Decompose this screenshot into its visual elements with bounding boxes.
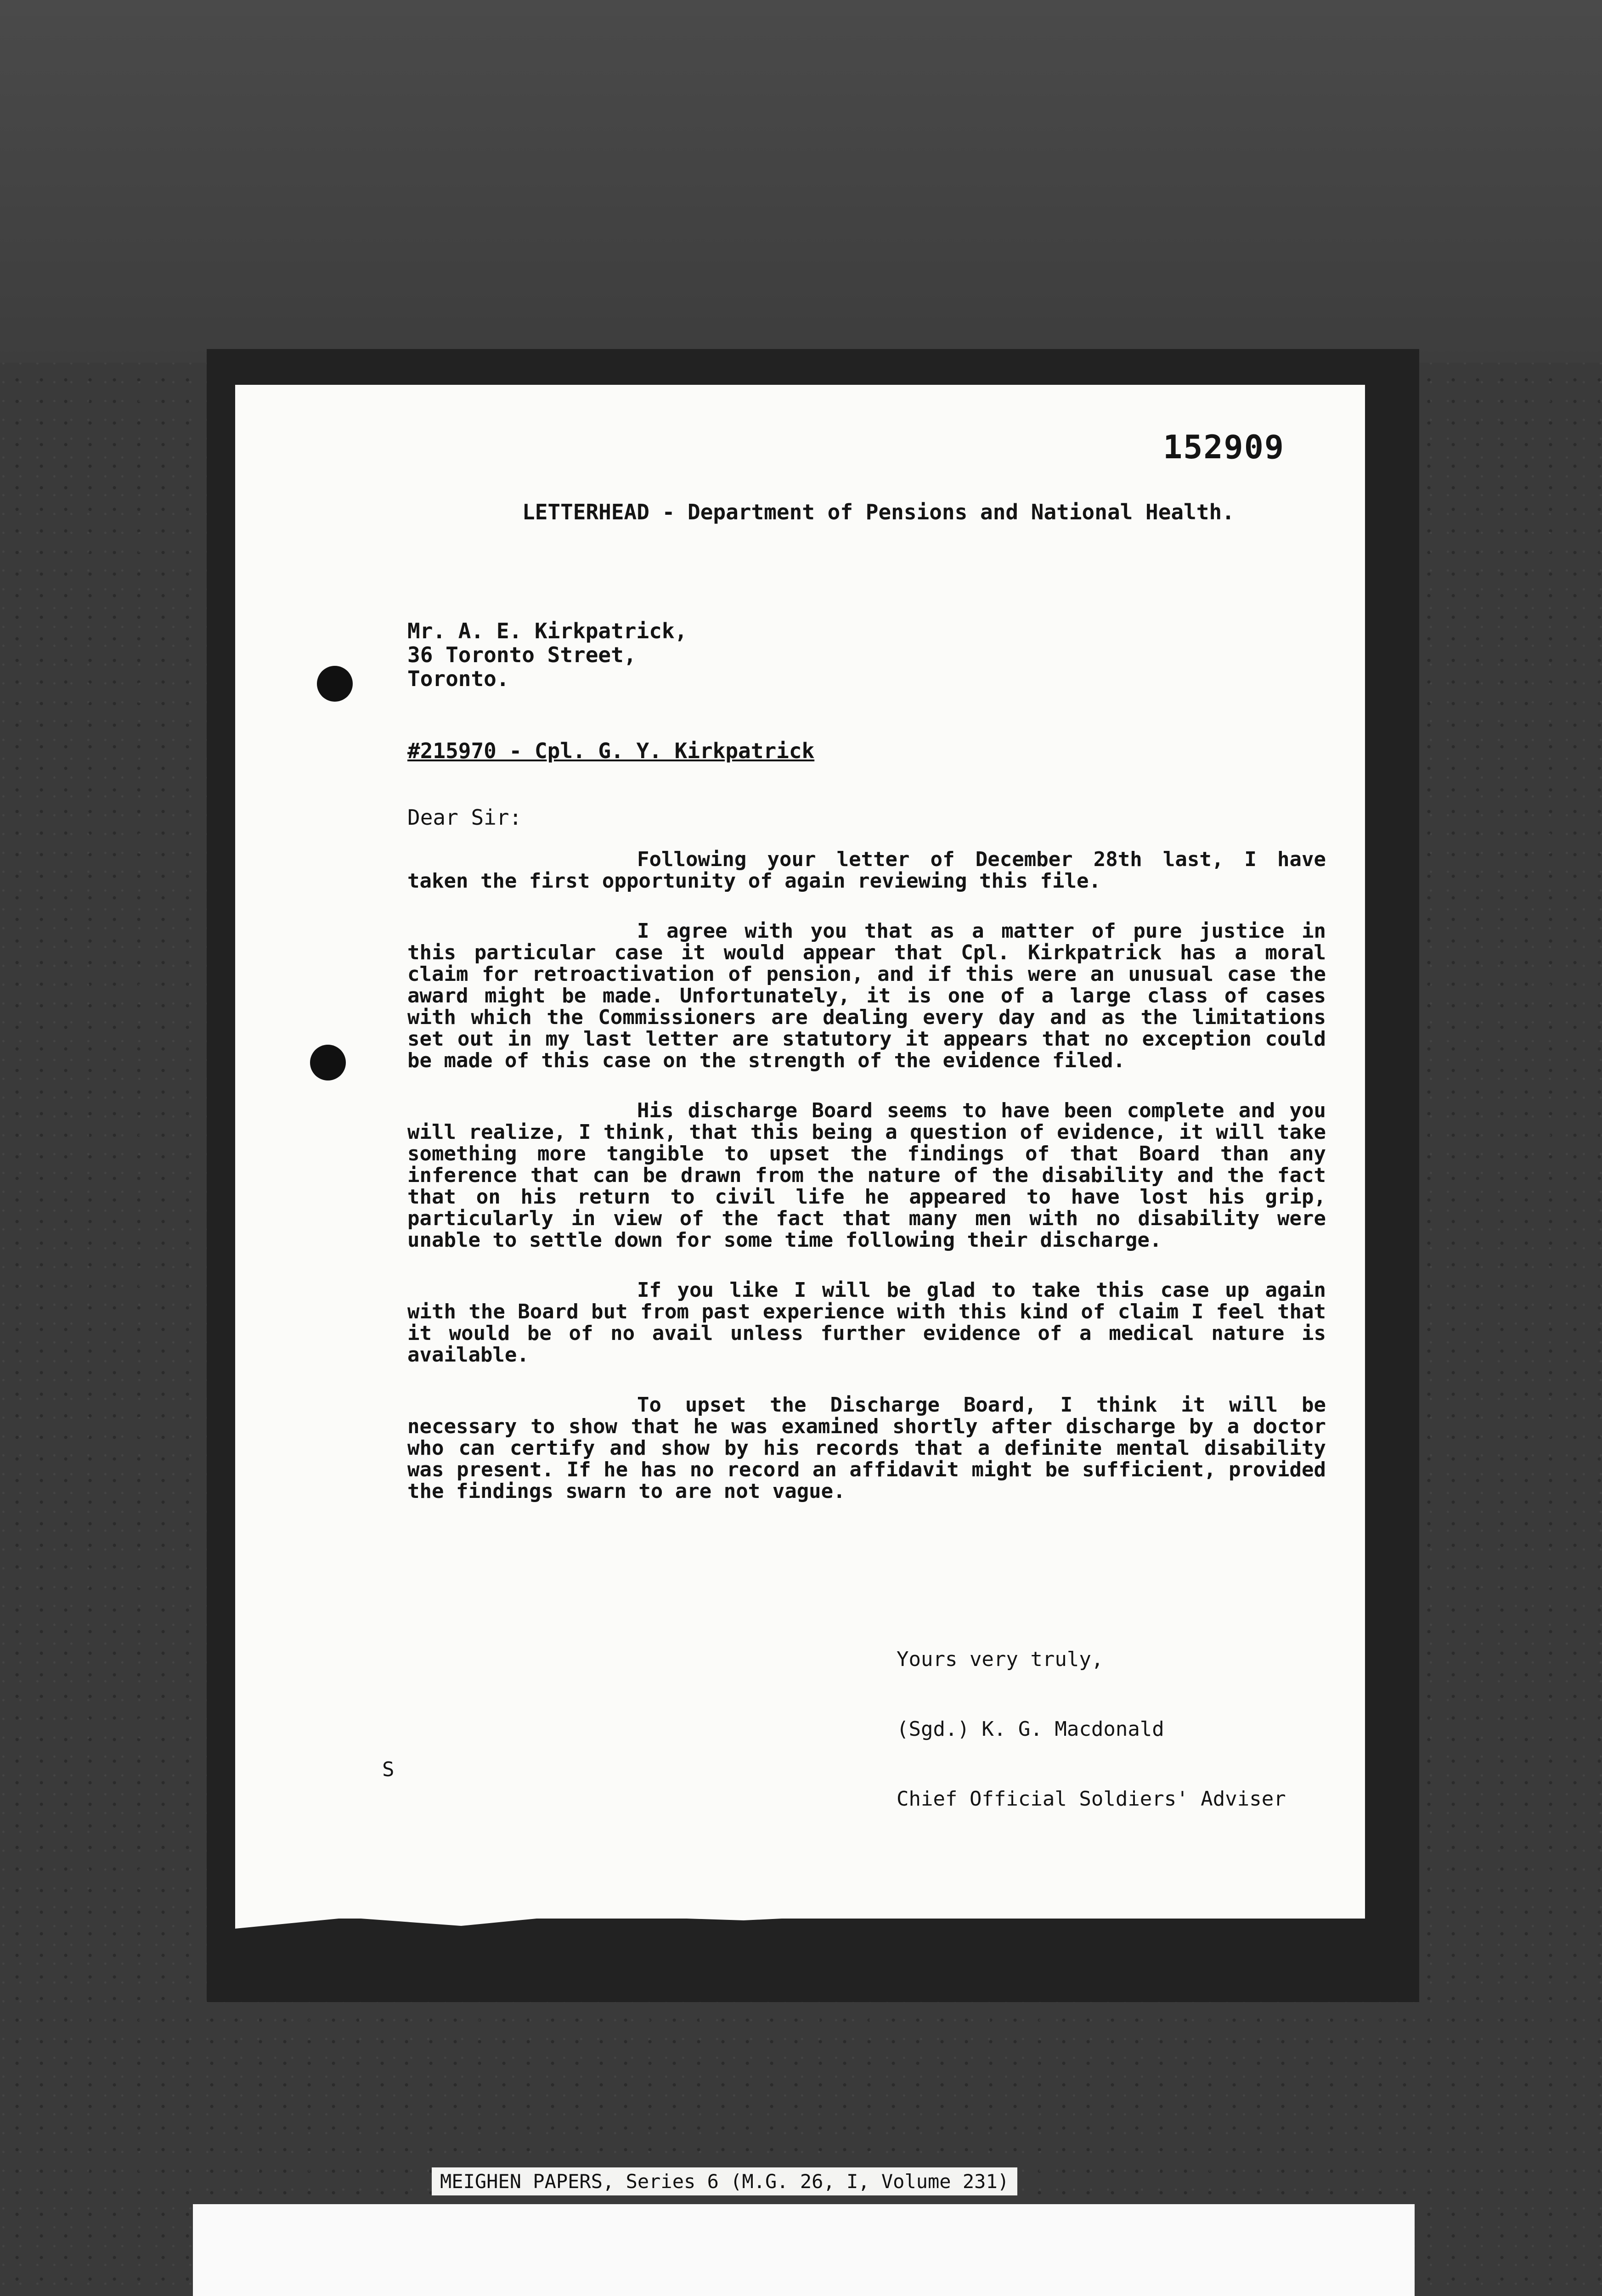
paragraph: To upset the Discharge Board, I think it will be necessary to show that he was examined shortly after discharge by a doctor who can certify and show by his records that a definite mental disability was present. If he has no record an affidavit might be sufficient, provided the findings swarn to are not vague. bbox=[407, 1393, 1326, 1503]
paragraph: His discharge Board seems to have been complete and you will realize, I think, that this being a question of evidence, it will take something more tangible to upset the findings of that Board than any inference that can be drawn from the nature of the disability and the fact that on his return to civil life he appeared to have lost his grip, particularly in view of the fact that many men with no disability were unable to settle down for some time following their discharge. bbox=[407, 1099, 1326, 1252]
salutation: Dear Sir: bbox=[407, 805, 522, 830]
signer-title: Chief Official Soldiers' Adviser bbox=[897, 1787, 1286, 1811]
letterhead: LETTERHEAD - Department of Pensions and National Health. bbox=[522, 500, 1235, 524]
paragraph: I agree with you that as a matter of pure justice in this particular case it would appear that Cpl. Kirkpatrick has a moral claim for retroactivation of pension, and if this were an unusual case the award might be made. Unfortunately, it is one of a large class of cases with which the Commissioners are dealing every day and as the limitations set out in my last letter are statutory it appears that no exception could be made of this case on the strength of the evidence filed. bbox=[407, 919, 1326, 1072]
punch-hole bbox=[310, 1045, 346, 1080]
recipient-city: Toronto. bbox=[407, 666, 509, 691]
recipient-address bbox=[407, 619, 687, 691]
signature: (Sgd.) K. G. Macdonald bbox=[897, 1717, 1164, 1741]
closing-block bbox=[897, 1625, 1286, 1834]
paragraph: Following your letter of December 28th last, I have taken the first opportunity of again reviewing this file. bbox=[407, 848, 1326, 893]
letter-body bbox=[407, 849, 1326, 1531]
collection-label: MEIGHEN PAPERS, Series 6 (M.G. 26, I, Volume 231) bbox=[432, 2167, 1017, 2195]
paragraph: If you like I will be glad to take this case up again with the Board but from past experience with this kind of claim I feel that it would be of no avail unless further evidence of a medical nature is available. bbox=[407, 1278, 1326, 1367]
archive-card bbox=[193, 2204, 1415, 2296]
file-number: 152909 bbox=[1163, 428, 1285, 466]
closing: Yours very truly, bbox=[897, 1648, 1104, 1671]
recipient-street: 36 Toronto Street, bbox=[407, 642, 637, 667]
recipient-name: Mr. A. E. Kirkpatrick, bbox=[407, 619, 688, 643]
letter-page bbox=[235, 385, 1365, 1919]
subject-line: #215970 - Cpl. G. Y. Kirkpatrick bbox=[407, 738, 815, 763]
film-background bbox=[0, 0, 1602, 363]
typist-initial: S bbox=[382, 1758, 395, 1781]
punch-hole bbox=[317, 666, 353, 702]
